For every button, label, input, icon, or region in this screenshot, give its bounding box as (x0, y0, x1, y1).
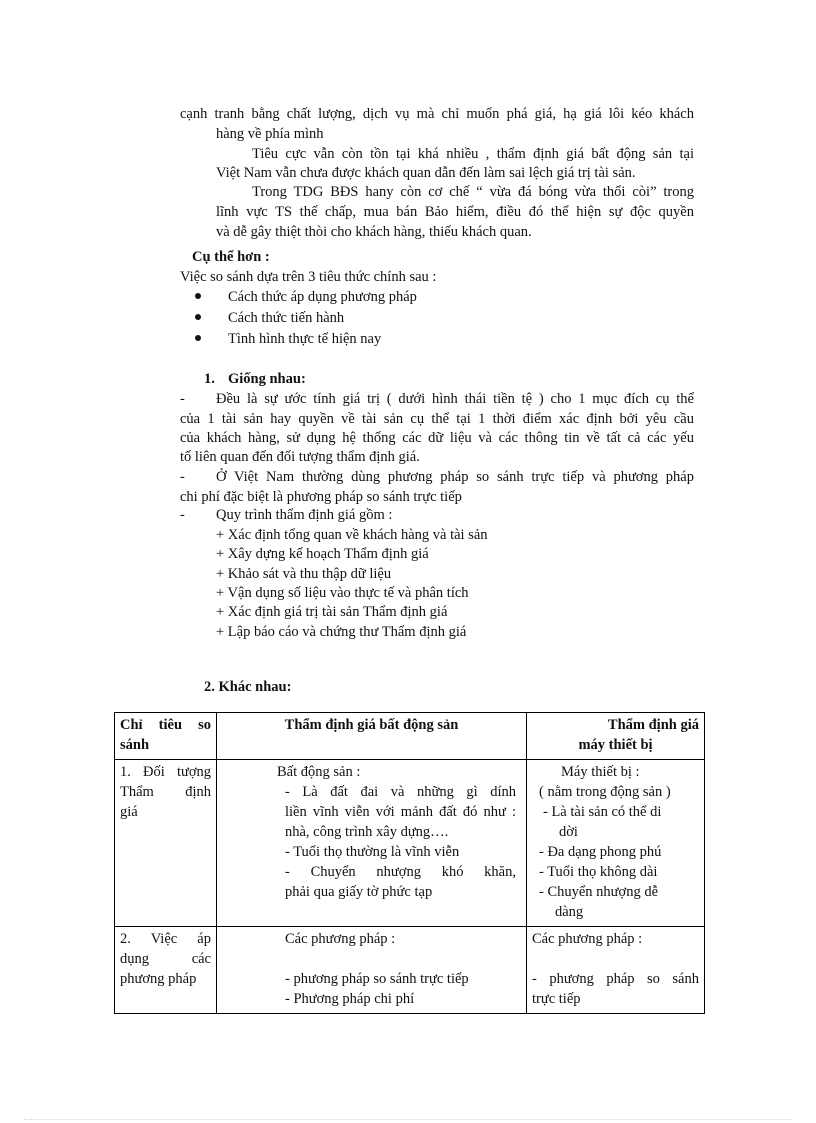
bullet-icon (195, 335, 201, 341)
process-step: + Lập báo cáo và chứng thư Thẩm định giá (216, 624, 467, 640)
table-row (115, 760, 705, 927)
comparison-table (114, 712, 705, 1014)
similar-item1-line-1: Đều là sự ước tính giá trị ( dưới hình thái tiền tệ ) cho 1 mục đích cụ thể (216, 391, 694, 407)
intro-p3-line-2: lĩnh vực TS thế chấp, mua bán Bảo hiểm, điều đó thể hiện sự độc quyền (216, 204, 694, 220)
row1-real-estate-cell: Bất động sản : - Là đất đai và những gì dính liền vĩnh viễn với mảnh đất đó như : nhà, công trình xây dựng…. - Tuổi thọ thường là vĩnh viễn - Chuyển nhượng khó khăn, phải qua giấy tờ phức tạp (217, 760, 527, 927)
header-criteria-cell: Chỉ tiêu so sánh (115, 713, 217, 760)
similar-item2-line-1: Ở Việt Nam thường dùng phương pháp so sánh trực tiếp và phương pháp (216, 469, 694, 485)
intro-p2-line-2: Việt Nam vẫn chưa được khách quan dẫn đến làm sai lệch giá trị tài sản. (216, 165, 636, 181)
process-step: + Xác định giá trị tài sản Thẩm định giá (216, 604, 448, 620)
table-row (115, 927, 705, 1014)
list-item: Cách thức áp dụng phương pháp (228, 289, 417, 305)
similar-item2-line-2: chi phí đặc biệt là phương pháp so sánh trực tiếp (180, 489, 462, 505)
row2-real-estate-cell: Các phương pháp : - phương pháp so sánh trực tiếp - Phương pháp chi phí (217, 927, 527, 1014)
row2-criteria-cell: 2. Việc áp dụng các phương pháp (115, 927, 217, 1014)
intro-line-1: cạnh tranh bằng chất lượng, dịch vụ mà chỉ muốn phá giá, hạ giá lôi kéo khách (180, 106, 694, 122)
similar-item3: Quy trình thẩm định giá gồm : (216, 507, 393, 523)
list-item: Cách thức tiến hành (228, 310, 345, 326)
intro-p3-line-1: Trong TDG BĐS hany còn cơ chế “ vừa đá bóng vừa thổi còi” trong (252, 184, 694, 200)
similar-item1-line-4: tố liên quan đến đối tượng thẩm định giá. (180, 449, 420, 465)
row2-equipment-cell: Các phương pháp : - phương pháp so sánh trực tiếp (527, 927, 705, 1014)
intro-p3-line-3: và dễ gây thiệt thòi cho khách hàng, thiếu khách quan. (216, 224, 532, 240)
different-heading: 2. Khác nhau: (204, 679, 292, 695)
row1-equipment-cell: Máy thiết bị : ( nằm trong động sản ) - Là tài sản có thể di dời - Đa dạng phong phú - Tuổi thọ không dài - Chuyển nhượng dễ dàng (527, 760, 705, 927)
specific-heading: Cụ thể hơn : (192, 249, 270, 265)
bullet-icon (195, 293, 201, 299)
table-header-row (115, 713, 705, 760)
bullet-icon (195, 314, 201, 320)
similar-item1-line-2: của 1 tài sản hay quyền về tài sản cụ thể tại 1 thời điểm xác định bởi yêu cầu (180, 411, 694, 427)
page-bottom-rule (24, 1119, 792, 1120)
similar-heading-number: 1. (204, 371, 215, 387)
dash-marker: - (180, 469, 185, 485)
specific-lead: Việc so sánh dựa trên 3 tiêu thức chính sau : (180, 269, 437, 285)
intro-line-2: hàng về phía mình (216, 126, 324, 142)
row1-criteria-cell: 1. Đối tượng Thẩm định giá (115, 760, 217, 927)
similar-item1-line-3: của khách hàng, sử dụng hệ thống các dữ liệu và các thông tin về tất cả các yếu (180, 430, 694, 446)
process-step: + Khảo sát và thu thập dữ liệu (216, 566, 392, 582)
process-step: + Xác định tổng quan về khách hàng và tài sản (216, 527, 488, 543)
header-real-estate-cell: Thẩm định giá bất động sản (217, 713, 527, 760)
process-step: + Vận dụng số liệu vào thực tế và phân tích (216, 585, 469, 601)
header-equipment-cell: Thẩm định giá máy thiết bị (527, 713, 705, 760)
dash-marker: - (180, 507, 185, 523)
list-item: Tình hình thực tế hiện nay (228, 331, 382, 347)
process-step: + Xây dựng kế hoạch Thẩm định giá (216, 546, 429, 562)
similar-heading: Giống nhau: (228, 371, 306, 387)
intro-p2-line-1: Tiêu cực vẫn còn tồn tại khá nhiều , thẩm định giá bất động sản tại (252, 146, 694, 162)
dash-marker: - (180, 391, 185, 407)
